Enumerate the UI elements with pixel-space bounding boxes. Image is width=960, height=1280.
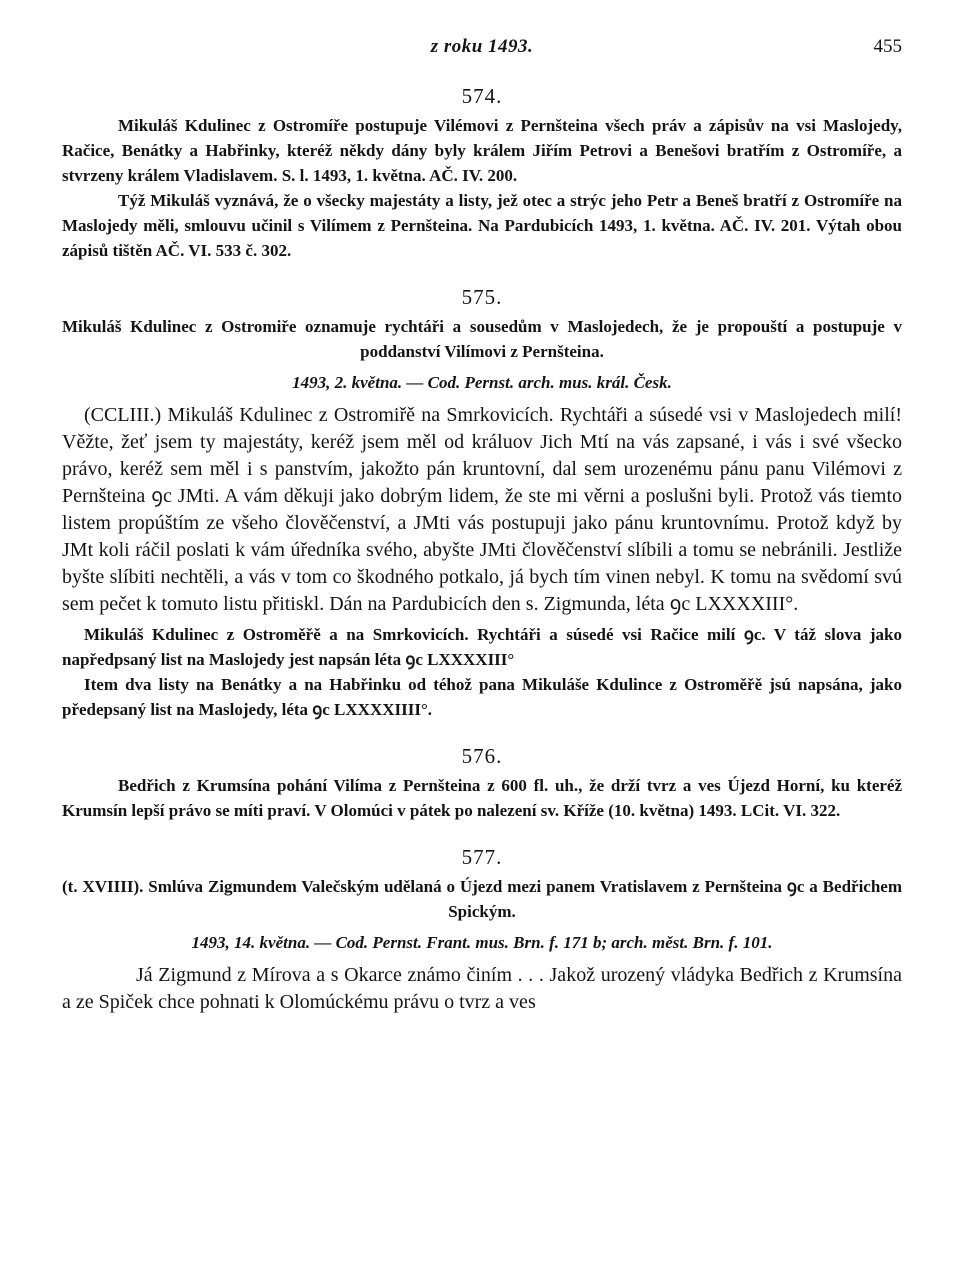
charter-text-577: Já Zigmund z Mírova a s Okarce známo činím . . . Jakož urozený vládyka Bedřich z Krumsína a ze Spiček chce pohnati k Olomúckému právu o tvrz a ves — [62, 964, 902, 1013]
note-575-a: Mikuláš Kdulinec z Ostroměřě a na Smrkovicích. Rychtáři a súsedé vsi Račice milí ꝯc. V táž slova jako napředpsaný list na Maslojedy jest napsán léta ꝯc LXXXXIII° — [62, 625, 902, 669]
page-number: 455 — [873, 36, 902, 57]
source-575: 1493, 2. května. — Cod. Pernst. arch. mus. král. Česk. — [292, 373, 672, 392]
regest-574-b: Týž Mikuláš vyznává, že o všecky majestáty a listy, jež otec a strýc jeho Petr a Beneš bratří z Ostromíře na Maslojedy měli, smlouvu učinil s Vilímem z Pernšteina. Na Pardubicích 1493, 1. května. AČ. IV. 201. Výtah obou zápisů tištěn AČ. VI. 533 č. 302. — [62, 191, 902, 260]
section-number-574: 574. — [461, 84, 503, 108]
document-page — [62, 36, 902, 1016]
running-head — [62, 36, 902, 66]
charter-text-575: (CCLIII.) Mikuláš Kdulinec z Ostromiřě na Smrkovicích. Rychtáři a súsedé vsi v Maslojedech milí! Věžte, žeť jsem ty majestáty, keréž jsem měl od králuov Jich Mtí na vás zapsané, i vás i své všecko právo, keréž sem měl i s panstvím, jakožto pán kruntovní, dal sem urozenému pánu panu Vilémovi z Pernšteina ꝯc JMti. A vám děkuji jako dobrým lidem, že ste mi věrni a poslušni byli. Protož vás tiemto listem propúštím ze všeho člověčenství, a JMti vás postupuji jako pánu kruntovnímu. Protož když by JMt koli ráčil poslati k vám úředníka svého, abyšte JMti člověčenství slíbili a tomu se nebránili. Jestliže byšte slíbiti nechtěli, a vás v tom co škodného potkalo, já bych tím vinen nebyl. K tomu na svědomí svú sem pečet k tomuto listu přitiskl. Dán na Pardubicích den s. Zigmunda, léta ꝯc LXXXXIII°. — [62, 404, 902, 615]
regest-576: Bedřich z Krumsína pohání Vilíma z Pernšteina z 600 fl. uh., že drží tvrz a ves Újezd Horní, ku kteréž Krumsín lepší právo se míti praví. V Olomúci v pátek po nalezení sv. Kříže (10. května) 1493. LCit. VI. 322. — [62, 776, 902, 820]
section-number-577: 577. — [461, 845, 503, 869]
section-number-576: 576. — [461, 744, 503, 768]
regest-575: Mikuláš Kdulinec z Ostromiře oznamuje rychtáři a sousedům v Maslojedech, že je propouští a postupuje v poddanství Vilímovi z Pernšteina. — [62, 317, 902, 361]
regest-574-a: Mikuláš Kdulinec z Ostromíře postupuje Vilémovi z Pernšteina všech práv a zápisův na vsi Maslojedy, Račice, Benátky a Habřinky, kteréž někdy dány byly králem Jiřím Petrovi a Benešovi bratřím z Ostromíře, a stvrzeny králem Vladislavem. S. l. 1493, 1. května. AČ. IV. 200. — [62, 116, 902, 185]
source-577: 1493, 14. května. — Cod. Pernst. Frant. mus. Brn. f. 171 b; arch. měst. Brn. f. 101. — [191, 933, 773, 952]
regest-577: (t. XVIIII). Smlúva Zigmundem Valečským udělaná o Újezd mezi panem Vratislavem z Pernšteina ꝯc a Bedřichem Spickým. — [62, 877, 902, 921]
running-title: z roku 1493. — [430, 36, 534, 57]
section-number-575: 575. — [461, 285, 503, 309]
note-575-b: Item dva listy na Benátky a na Habřinku od téhož pana Mikuláše Kdulince z Ostroměřě jsú napsána, jako předepsaný list na Maslojedy, léta ꝯc LXXXXIIII°. — [62, 675, 902, 719]
